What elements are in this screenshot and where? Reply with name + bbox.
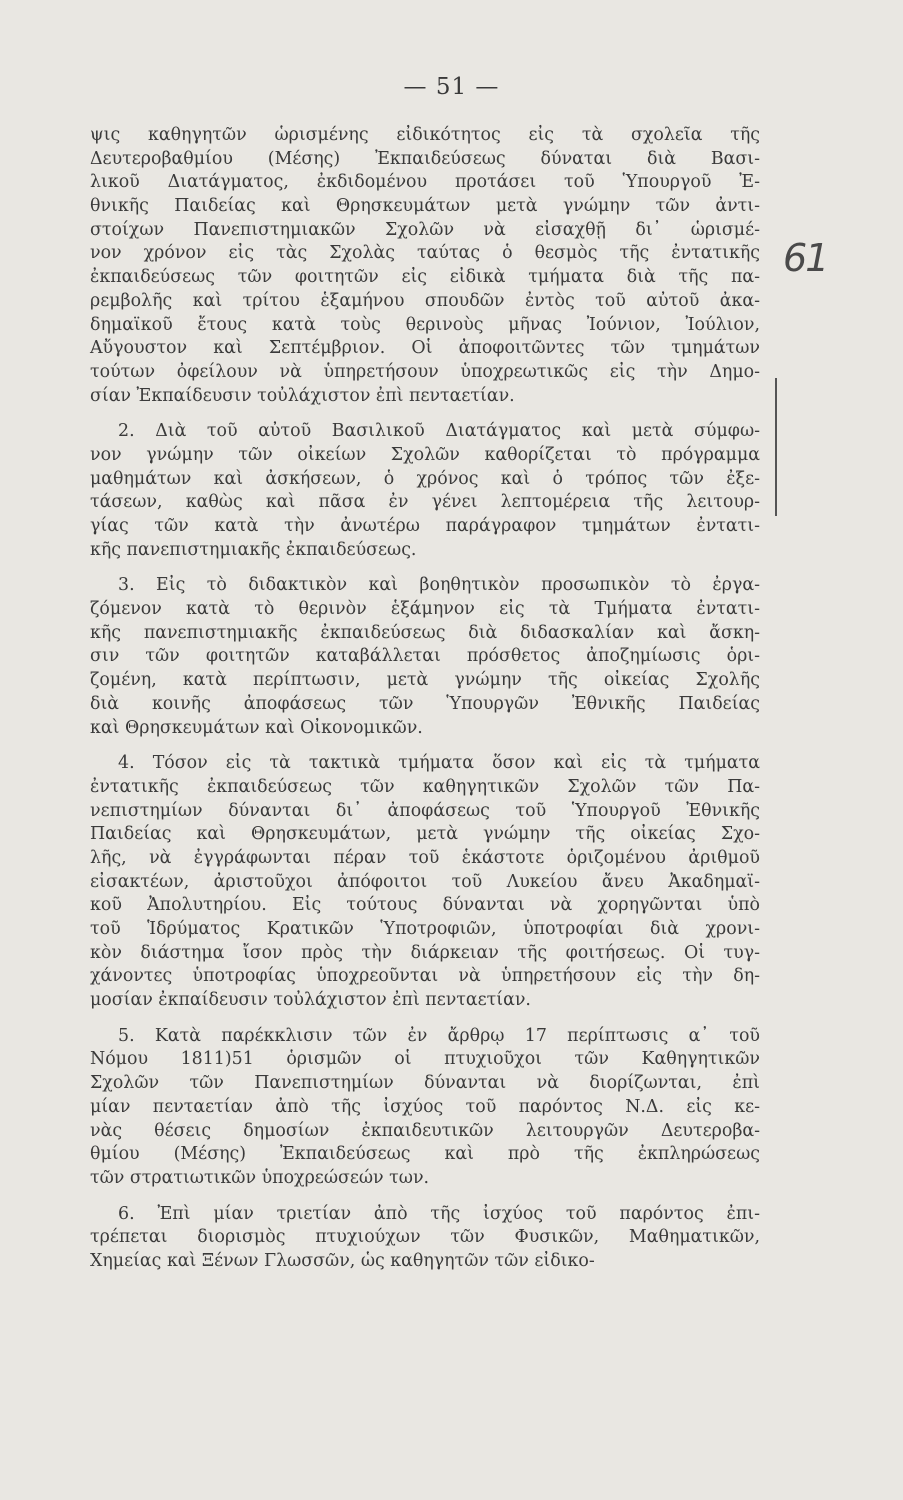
text-line: μίαν πενταετίαν ἀπὸ τῆς ἰσχύος τοῦ παρόντος Ν.Δ. εἰς κε- [90,1096,760,1117]
margin-note: 61 [783,236,828,280]
text-line: νον χρόνον εἰς τὰς Σχολὰς ταύτας ὁ θεσμὸς τῆς ἐντατικῆς [90,243,760,264]
text-line: λικοῦ Διατάγματος, ἐκδιδομένου προτάσει τοῦ Ὑπουργοῦ Ἐ- [90,172,760,193]
paragraph-gap [90,408,760,420]
text-line: θνικῆς Παιδείας καὶ Θρησκευμάτων μετὰ γνώμην τῶν ἀντι- [90,196,760,217]
paragraph-gap [90,1013,760,1025]
paragraph [90,1025,760,1191]
paragraph [90,420,760,562]
text-line: 6. Ἐπὶ μίαν τριετίαν ἀπὸ τῆς ἰσχύος τοῦ παρόντος ἐπι- [118,1203,760,1224]
text-line: διὰ κοινῆς ἀποφάσεως τῶν Ὑπουργῶν Ἐθνικῆς Παιδείας [90,693,760,714]
text-line: μοσίαν ἐκπαίδευσιν τοὐλάχιστον ἐπὶ πενταετίαν. [90,990,531,1011]
paragraph [90,752,760,1013]
text-line: ἐντατικῆς ἐκπαιδεύσεως τῶν καθηγητικῶν Σχολῶν τῶν Πα- [90,776,760,797]
text-line: 3. Εἰς τὸ διδακτικὸν καὶ βοηθητικὸν προσωπικὸν τὸ ἐργα- [118,575,760,596]
text-line: Νόμου 1811)51 ὁρισμῶν οἱ πτυχιοῦχοι τῶν Καθηγητικῶν [90,1049,760,1070]
paragraph-gap [90,1191,760,1203]
paragraph [90,574,760,740]
text-line: κὸν διάστημα ἴσον πρὸς τὴν διάρκειαν τῆς φοιτήσεως. Οἱ τυγ- [90,942,760,963]
text-line: τῶν στρατιωτικῶν ὑποχρεώσεών των. [90,1167,430,1188]
text-line: Αὔγουστον καὶ Σεπτέμβριον. Οἱ ἀποφοιτῶντες τῶν τμημάτων [90,338,760,359]
paragraph-gap [90,562,760,574]
text-line: κῆς πανεπιστημιακῆς ἐκπαιδεύσεως. [90,539,417,560]
text-line: Σχολῶν τῶν Πανεπιστημίων δύνανται νὰ διορίζωνται, ἐπὶ [90,1073,760,1094]
text-line: γίας τῶν κατὰ τὴν ἀνωτέρω παράγραφον τμημάτων ἐντατι- [90,516,760,536]
paragraph [90,1203,760,1274]
text-line: θμίου (Μέσης) Ἐκπαιδεύσεως καὶ πρὸ τῆς ἐκπληρώσεως [90,1144,760,1165]
text-line: Παιδείας καὶ Θρησκευμάτων, μετὰ γνώμην τῆς οἰκείας Σχο- [90,824,760,845]
text-line: νεπιστημίων δύνανται δι᾽ ἀποφάσεως τοῦ Ὑπουργοῦ Ἐθνικῆς [90,800,760,821]
text-line: κῆς πανεπιστημιακῆς ἐκπαιδεύσεως διὰ διδασκαλίαν καὶ ἄσκη- [90,622,760,643]
paragraph-gap [90,740,760,752]
page-number: — 51 — [403,74,500,100]
text-line: σιν τῶν φοιτητῶν καταβάλλεται πρόσθετος ἀποζημίωσις ὁρι- [90,646,760,667]
text-line: ζόμενον κατὰ τὸ θερινὸν ἑξάμηνον εἰς τὰ Τμήματα ἐντατι- [90,599,760,620]
text-line: Δευτεροβαθμίου (Μέσης) Ἐκπαιδεύσεως δύναται διὰ Βασι- [90,148,760,169]
paragraph [90,124,760,408]
text-line: λῆς, νὰ ἐγγράφωνται πέραν τοῦ ἑκάστοτε ὁριζομένου ἀριθμοῦ [90,847,760,868]
text-line: δημαϊκοῦ ἔτους κατὰ τοὺς θερινοὺς μῆνας Ἰούνιον, Ἰούλιον, [90,314,760,335]
text-line: εἰσακτέων, ἀριστοῦχοι ἀπόφοιτοι τοῦ Λυκείου ἄνευ Ἀκαδημαϊ- [90,871,760,892]
text-line: τρέπεται διορισμὸς πτυχιούχων τῶν Φυσικῶν, Μαθηματικῶν, [90,1227,760,1248]
body-text [90,124,760,1274]
text-line: 5. Κατὰ παρέκκλισιν τῶν ἐν ἄρθρῳ 17 περίπτωσις α᾽ τοῦ [118,1025,760,1046]
text-line: 4. Τόσον εἰς τὰ τακτικὰ τμήματα ὅσον καὶ εἰς τὰ τμήματα [118,753,760,774]
text-line: τούτων ὀφείλουν νὰ ὑπηρετήσουν ὑποχρεωτικῶς εἰς τὴν Δημο- [90,361,760,382]
text-line: καὶ Θρησκευμάτων καὶ Οἰκονομικῶν. [90,717,423,738]
text-line: χάνοντες ὑποτροφίας ὑποχρεοῦνται νὰ ὑπηρετήσουν εἰς τὴν δη- [90,966,760,987]
text-line: νον γνώμην τῶν οἰκείων Σχολῶν καθορίζεται τὸ πρόγραμμα [90,444,760,465]
text-line: Χημείας καὶ Ξένων Γλωσσῶν, ὡς καθηγητῶν τῶν εἰδικο- [90,1250,595,1271]
text-line: ψις καθηγητῶν ὡρισμένης εἰδικότητος εἰς τὰ σχολεῖα τῆς [90,125,760,145]
text-line: τοῦ Ἱδρύματος Κρατικῶν Ὑποτροφιῶν, ὑποτροφίαι διὰ χρονι- [90,919,760,939]
text-line: μαθημάτων καὶ ἀσκήσεων, ὁ χρόνος καὶ ὁ τρόπος τῶν ἐξε- [90,468,760,489]
margin-mark [775,378,777,516]
text-line: 2. Διὰ τοῦ αὐτοῦ Βασιλικοῦ Διατάγματος καὶ μετὰ σύμφω- [118,421,760,442]
text-line: κοῦ Ἀπολυτηρίου. Εἰς τούτους δύνανται νὰ χορηγῶνται ὑπὸ [90,895,760,916]
text-line: στοίχων Πανεπιστημιακῶν Σχολῶν νὰ εἰσαχθῇ δι᾽ ὡρισμέ- [90,219,760,240]
text-line: ζομένη, κατὰ περίπτωσιν, μετὰ γνώμην τῆς οἰκείας Σχολῆς [90,670,760,691]
text-line: τάσεων, καθὼς καὶ πᾶσα ἐν γένει λεπτομέρεια τῆς λειτουρ- [90,492,760,513]
text-line: ἐκπαιδεύσεως τῶν φοιτητῶν εἰς εἰδικὰ τμήματα διὰ τῆς πα- [90,267,760,288]
text-line: νὰς θέσεις δημοσίων ἐκπαιδευτικῶν λειτουργῶν Δευτεροβα- [90,1120,760,1141]
text-line: ρεμβολῆς καὶ τρίτου ἑξαμήνου σπουδῶν ἐντὸς τοῦ αὐτοῦ ἀκα- [90,290,760,311]
text-line: σίαν Ἐκπαίδευσιν τοὐλάχιστον ἐπὶ πενταετίαν. [90,385,515,406]
